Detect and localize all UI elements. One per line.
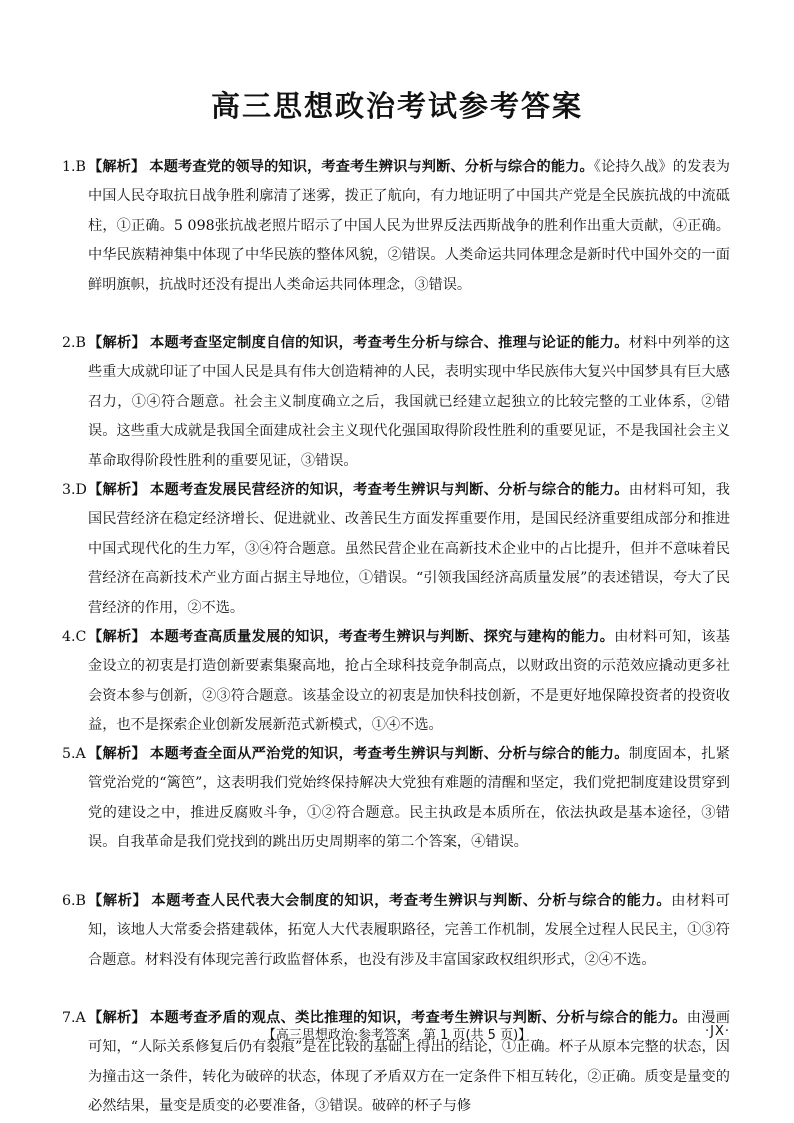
answer-number <box>62 887 86 916</box>
answer-body: 由材料可知，我国民营经济在稳定经济增长、促进就业、改善民生方面发挥重要作用，是国民经济重要组成部分和推进中国式现代化的生力军，③④符合题意。虽然民营企业在高新技术企业中的占比提升，但并不意味着民营经济在高新技术产业方面占据主导地位，①错误。“引领我国经济高质量发展”的表述错误，夸大了民营经济的作用，②不选。 <box>88 482 730 616</box>
answer-body: 制度固本，扎紧管党治党的“篱笆”，这表明我们党始终保持解决大党独有难题的清醒和坚定，我们党把制度建设贯穿到党的建设之中，推进反腐败斗争，①②符合题意。民主执政是本质所在，依法执政是基本途径，③错误。自我革命是我们党找到的跳出历史周期率的第二个答案，④错误。 <box>88 746 730 851</box>
answer-letter: B <box>75 159 86 175</box>
answer-item <box>62 623 730 740</box>
answer-focus: 本题考查全面从严治党的知识，考查考生辨识与判断、分析与综合的能力。 <box>150 746 629 762</box>
answer-number <box>62 623 86 652</box>
question-number: 4. <box>62 629 76 645</box>
question-number: 1. <box>62 159 76 175</box>
answer-focus: 本题考查党的领导的知识，考查考生辨识与判断、分析与综合的能力。 <box>149 159 594 175</box>
answer-letter: D <box>75 482 87 498</box>
answer-item <box>62 887 730 1004</box>
answer-letter: A <box>75 1010 86 1026</box>
answer-body: 由材料可知，该基金设立的初衷是打造创新要素集聚高地，抢占全球科技竞争制高点，以财政出资的示范效应撬动更多社会资本参与创新，②③符合题意。该基金设立的初衷是加快科技创新，不是更好地保障投资者的投资收益，也不是探索企业创新发展新范式新模式，①④不选。 <box>88 629 730 734</box>
answer-letter: A <box>75 746 86 762</box>
analysis-tag: 【解析】 <box>88 482 147 498</box>
page-footer <box>0 1024 794 1044</box>
answer-focus: 本题考查坚定制度自信的知识，考查考生分析与综合、推理与论证的能力。 <box>150 335 629 351</box>
answer-body: 由漫画可知，“人际关系修复后仍有裂痕”是在比较的基础上得出的结论，①正确。杯子从原本完整的状态，因为撞击这一条件，转化为破碎的状态，体现了矛盾双方在一定条件下相互转化，②正确。质变是量变的必然结果，量变是质变的必要准备，③错误。破碎的杯子与修 <box>88 1010 730 1115</box>
footer-page-info: 【高三思想政治·参考答案 第 1 页(共 5 页)】 <box>262 1028 532 1043</box>
question-number: 3. <box>62 482 76 498</box>
answer-body: 《论持久战》的发表为中国人民夺取抗日战争胜利廓清了迷雾，拨正了航向，有力地证明了中国共产党是全民族抗战的中流砥柱，①正确。5 098张抗战老照片昭示了中国人民为世界反法西斯战争的胜利作出重大贡献，④正确。中华民族精神集中体现了中华民族的整体风貌，②错误。人类命运共同体理念是新时代中国外交的一面鲜明旗帜，抗战时还没有提出人类命运共同体理念，③错误。 <box>88 159 730 293</box>
answer-item <box>62 1004 730 1121</box>
answer-item <box>62 153 730 329</box>
question-number: 5. <box>62 746 76 762</box>
answer-item <box>62 740 730 887</box>
answer-item <box>62 476 730 623</box>
analysis-tag: 【解析】 <box>88 159 146 175</box>
answer-focus: 本题考查发展民营经济的知识，考查考生辨识与判断、分析与综合的能力。 <box>150 482 629 498</box>
answer-letter: C <box>75 629 87 645</box>
answer-letter: B <box>75 335 86 351</box>
answer-number <box>62 329 86 358</box>
answer-number <box>62 476 87 505</box>
answer-body: 材料中列举的这些重大成就印证了中国人民是具有伟大创造精神的人民，表明实现中华民族伟大复兴中国梦具有巨大感召力，①④符合题意。社会主义制度确立之后，我国就已经建立起独立的比较完整的工业体系，②错误。这些重大成就是我国全面建成社会主义现代化强国取得阶段性胜利的重要见证，不是我国社会主义革命取得阶段性胜利的重要见证，③错误。 <box>88 335 730 469</box>
footer-code: ·JX· <box>704 1024 730 1039</box>
question-number: 2. <box>62 335 76 351</box>
answer-focus: 本题考查矛盾的观点、类比推理的知识，考查考生辨识与判断、分析与综合的能力。 <box>150 1010 687 1026</box>
page-title: 高三思想政治考试参考答案 <box>210 89 583 123</box>
answer-number <box>62 740 86 769</box>
answer-focus: 本题考查高质量发展的知识，考查考生辨识与判断、探究与建构的能力。 <box>150 629 615 645</box>
answer-item <box>62 329 730 476</box>
analysis-tag: 【解析】 <box>88 746 147 762</box>
analysis-tag: 【解析】 <box>88 335 147 351</box>
answer-number <box>62 153 86 182</box>
analysis-tag: 【解析】 <box>88 629 147 645</box>
answer-letter: B <box>75 893 86 909</box>
answer-focus: 本题考查人民代表大会制度的知识，考查考生辨识与判断、分析与综合的能力。 <box>151 893 672 909</box>
answer-list <box>62 153 730 1121</box>
analysis-tag: 【解析】 <box>88 1010 147 1026</box>
question-number: 7. <box>62 1010 76 1026</box>
answer-body: 由材料可知，该地人大常委会搭建载体，拓宽人大代表履职路径，完善工作机制，发展全过程人民民主，①③符合题意。材料没有体现完善行政监督体系，也没有涉及丰富国家政权组织形式，②④不选。 <box>88 893 730 968</box>
analysis-tag: 【解析】 <box>88 893 148 909</box>
question-number: 6. <box>62 893 76 909</box>
